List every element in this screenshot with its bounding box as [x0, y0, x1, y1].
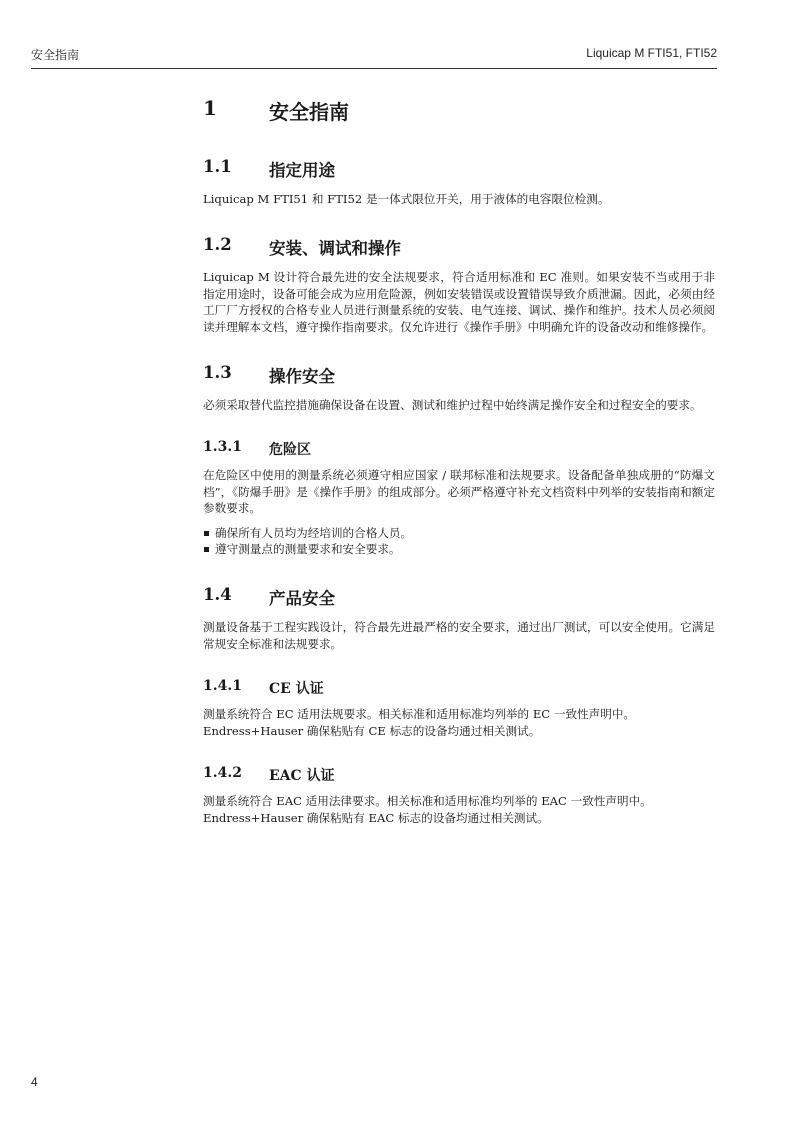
subsection-heading [203, 439, 715, 459]
list-item [203, 541, 715, 557]
section-paragraph: Liquicap M FTI51 和 FTI52 是一体式限位开关，用于液体的电容限位检测。 [203, 192, 610, 206]
section-heading [203, 585, 715, 609]
page-content [203, 96, 715, 854]
page-header [31, 46, 717, 69]
section-paragraph: Endress+Hauser 确保粘贴有 CE 标志的设备均通过相关测试。 [203, 723, 541, 738]
section-paragraph: 测量系统符合 EAC 适用法律要求。相关标准和适用标准均列举的 EAC 一致性声明中。 [203, 794, 652, 809]
chapter-number: 1 [203, 96, 217, 120]
section-heading [203, 363, 715, 387]
section-1-4-2 [203, 765, 715, 826]
section-number: 1.2 [203, 235, 232, 255]
subsection-title: EAC 认证 [269, 768, 335, 785]
chapter-title: 安全指南 [269, 100, 349, 124]
section-title: 产品安全 [269, 589, 335, 609]
section-1-3 [203, 363, 715, 413]
section-paragraph: 测量设备基于工程实践设计，符合最先进最严格的安全要求，通过出厂测试，可以安全使用。它满足常规安全标准和法规要求。 [203, 620, 715, 651]
list-item [203, 525, 715, 541]
section-number: 1.4 [203, 585, 232, 605]
bullet-square-icon [204, 547, 209, 552]
section-title: 指定用途 [269, 161, 335, 180]
section-1-3-1 [203, 439, 715, 557]
subsection-heading [203, 765, 715, 785]
bullet-square-icon [204, 531, 209, 536]
subsection-heading [203, 678, 715, 698]
section-paragraph: 在危险区中使用的测量系统必须遵守相应国家 / 联邦标准和法规要求。设备配备单独成册的“防爆文档”，《防爆手册》是《操作手册》的组成部分。必须严格遵守补充文档资料中列举的安装指南和额定参数要求。 [203, 468, 715, 516]
subsection-number: 1.4.2 [203, 765, 242, 782]
section-1-4-1 [203, 678, 715, 739]
section-heading [203, 235, 715, 259]
section-heading [203, 157, 715, 181]
section-paragraph: 测量系统符合 EC 适用法规要求。相关标准和适用标准均列举的 EC 一致性声明中。 [203, 707, 636, 722]
section-1-4 [203, 585, 715, 652]
section-paragraph: Liquicap M 设计符合最先进的安全法规要求，符合适用标准和 EC 准则。如果安装不当或用于非指定用途时，设备可能会成为应用危险源，例如安装错误或设置错误导致介质泄漏。因此，必须由经工厂厂方授权的合格专业人员进行测量系统的安装、电气连接、调试、操作和维护。技术人员必须阅读并理解本文档，遵守操作指南要求。仅允许进行《操作手册》中明确允许的设备改动和维修操作。 [203, 270, 715, 334]
subsection-title: 危险区 [269, 442, 311, 459]
section-number: 1.3 [203, 363, 232, 383]
page-number: 4 [31, 1075, 38, 1089]
list-item-text: 确保所有人员均为经培训的合格人员。 [215, 525, 413, 540]
section-title: 操作安全 [269, 367, 335, 387]
section-paragraph: Endress+Hauser 确保粘贴有 EAC 标志的设备均通过相关测试。 [203, 810, 549, 825]
subsection-title: CE 认证 [269, 681, 324, 698]
chapter-heading [203, 96, 715, 125]
bullet-list [203, 525, 715, 558]
header-section-title: 安全指南 [31, 48, 80, 62]
section-1-2 [203, 235, 715, 335]
subsection-number: 1.4.1 [203, 678, 242, 695]
section-1-1 [203, 157, 715, 207]
subsection-number: 1.3.1 [203, 439, 242, 456]
section-number: 1.1 [203, 157, 232, 176]
section-paragraph: 必须采取替代监控措施确保设备在设置、测试和维护过程中始终满足操作安全和过程安全的要求。 [203, 398, 702, 413]
header-product-name: Liquicap M FTI51, FTI52 [586, 46, 717, 60]
section-title: 安装、调试和操作 [269, 239, 401, 259]
list-item-text: 遵守测量点的测量要求和安全要求。 [215, 542, 401, 557]
